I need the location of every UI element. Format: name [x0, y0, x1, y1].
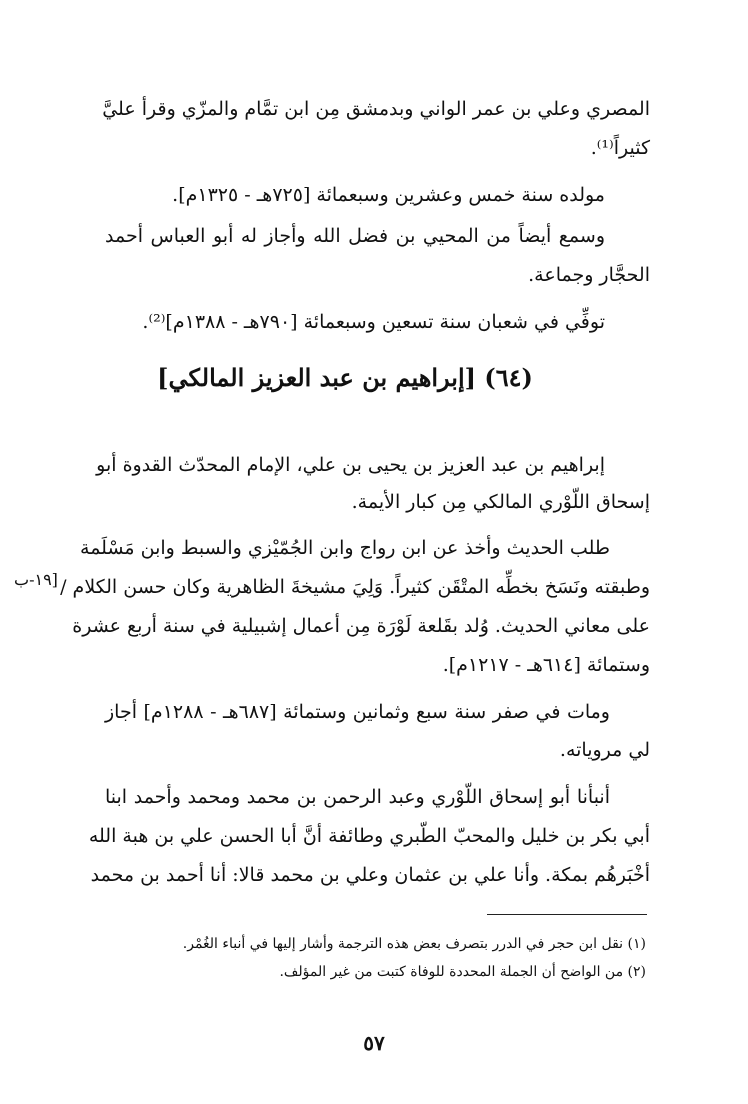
body-line-13: ومات في صفر سنة سبع وثمانين وستمائة [٦٨٧هـ - ١٢٨٨م] أجاز — [105, 701, 610, 723]
footnote-2: (٢) من الواضح أن الجملة المحددة للوفاة كتبت من غير المؤلف. — [279, 964, 646, 980]
body-line-10: وطبقته ونَسَخ بخطِّه المتْقَن كثيراً. وَلِيَ مشيخةَ الظاهرية وكان حسن الكلام / — [60, 576, 650, 598]
folio-marker: [١٩-ب — [14, 570, 58, 589]
body-line-8: إسحاق اللّوْري المالكي مِن كبار الأيمة. — [351, 491, 650, 513]
death-line: توفِّي في شعبان سنة تسعين وسبعمائة [٧٩٠هـ - ١٣٨٨م]⁽²⁾. — [142, 311, 605, 333]
body-line-5: الحجَّار وجماعة. — [528, 264, 650, 286]
body-line-2: كثيراً⁽¹⁾. — [590, 137, 650, 159]
body-line-11: على معاني الحديث. وُلد بقَلعة لَوْرَة مِن أعمال إشبيلية في سنة أربع عشرة — [72, 615, 650, 637]
body-line-9: طلب الحديث وأخذ عن ابن رواج وابن الجُمّيْزي والسبط وابن مَسْلَمة — [80, 537, 610, 559]
birth-line: مولده سنة خمس وعشرين وسبعمائة [٧٢٥هـ - ١٣٢٥م]. — [172, 184, 605, 206]
body-line-15: أنبأنا أبو إسحاق اللّوْري وعبد الرحمن بن محمد ومحمد وأحمد ابنا — [105, 786, 610, 808]
body-line-16: أبي بكر بن خليل والمحبّ الطّبري وطائفة أنَّ أبا الحسن علي بن هبة الله — [88, 825, 650, 847]
page-number: ٥٧ — [363, 1031, 385, 1055]
body-line-14: لي مروياته. — [559, 739, 650, 761]
body-line-12: وستمائة [٦١٤هـ - ١٢١٧م]. — [442, 654, 650, 676]
body-line-4: وسمع أيضاً من المحيي بن فضل الله وأجاز له أبو العباس أحمد — [105, 225, 605, 247]
footnote-1: (١) نقل ابن حجر في الدرر بتصرف بعض هذه الترجمة وأشار إليها في أنباء الغُمْر. — [182, 936, 646, 952]
body-line-1: المصري وعلي بن عمر الواني وبدمشق مِن ابن تمَّام والمزّي وقرأ عليَّ — [102, 98, 650, 120]
body-line-7: إبراهيم بن عبد العزيز بن يحيى بن علي، الإمام المحدّث القدوة أبو — [96, 454, 605, 476]
body-line-17: أخْبَرهُم بمكة. وأنا علي بن عثمان وعلي بن محمد قالا: أنا أحمد بن محمد — [90, 864, 650, 886]
entry-heading: (٦٤) [إبراهيم بن عبد العزيز المالكي] — [157, 363, 533, 392]
footnote-separator — [487, 914, 647, 915]
